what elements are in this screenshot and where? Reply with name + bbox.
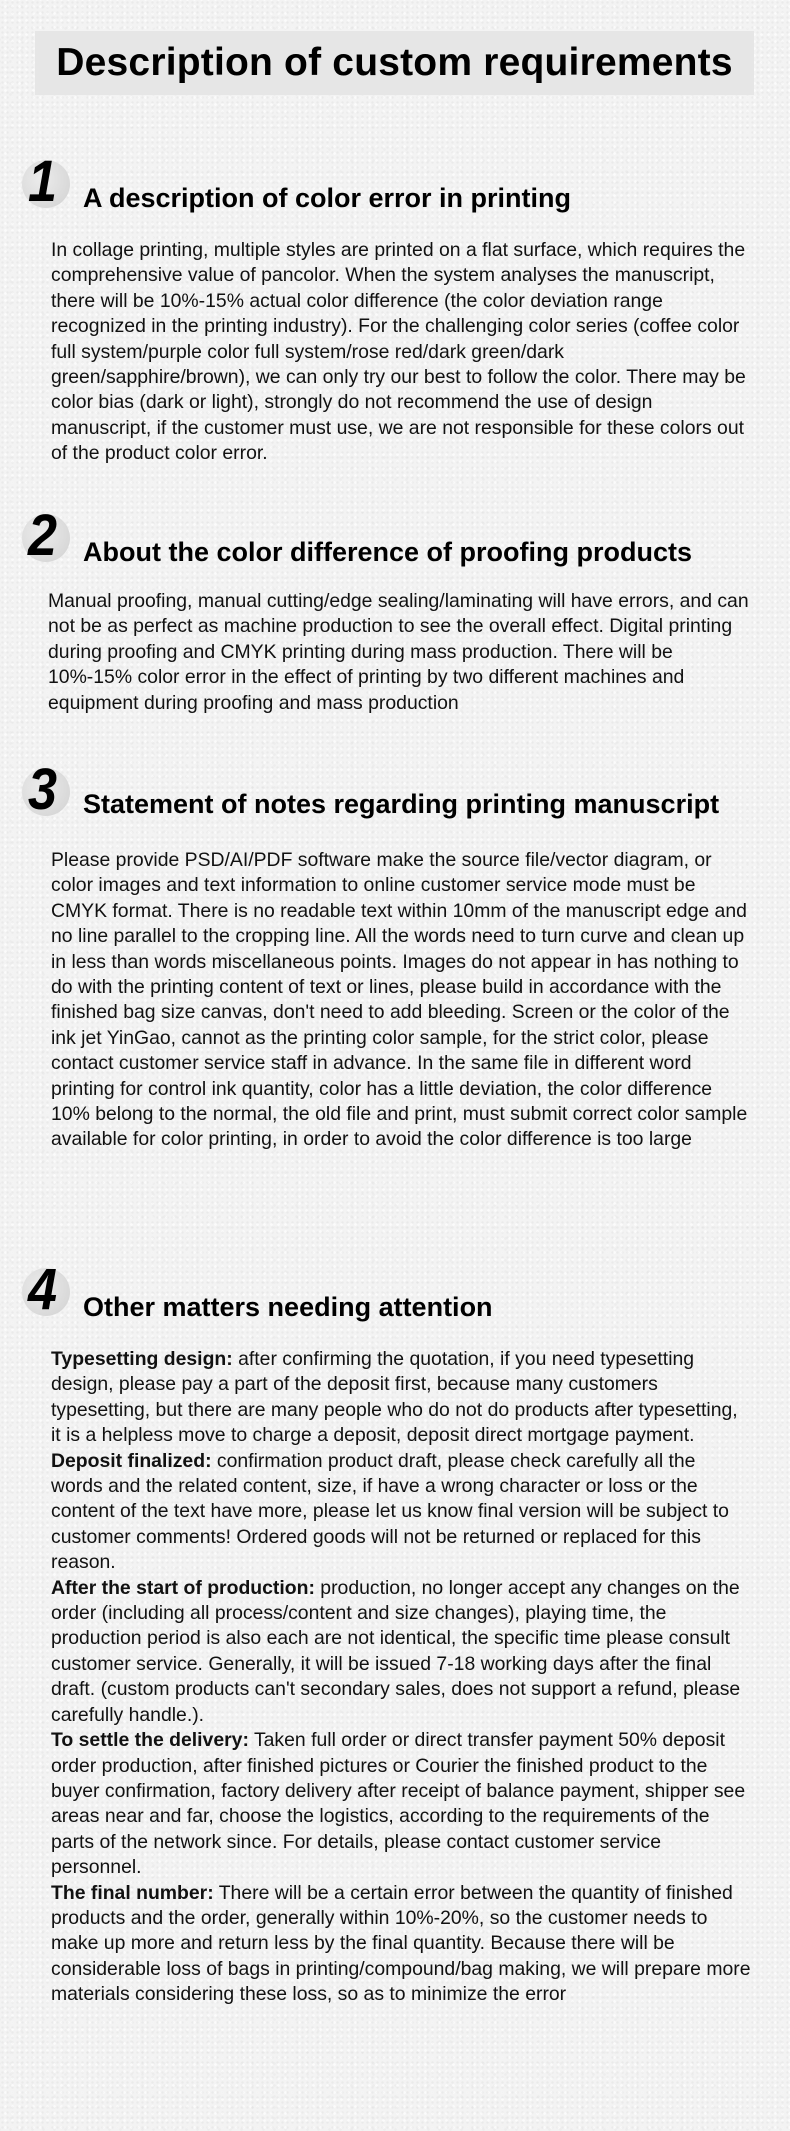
section-body-text: Please provide PSD/AI/PDF software make the source file/vector diagram, or color images and text information to online customer service mode must be CMYK format. There is no readable text within 10mm of the manuscript edge and no line parallel to the cropping line. All the words need to turn curve and clean up in less than words miscellaneous points. Images do not appear in has nothing to do with the printing content of text or lines, please build in accordance with the finished bag size canvas, don't need to add bleeding. Screen or the color of the ink jet YinGao, cannot as the printing color sample, for the strict color, please contact customer service staff in advance. In the same file in different word printing for control ink quantity, color has a little deviation, the color difference 10% belong to the normal, the old file and print, must submit correct color sample available for color printing, in order to avoid the color difference is too large	[51, 849, 748, 1151]
list-item	[51, 1881, 751, 2008]
section-number: 4	[28, 1257, 58, 1322]
item-label: Deposit finalized:	[51, 1449, 212, 1472]
section-heading: About the color difference of proofing products	[83, 537, 692, 567]
section-heading: A description of color error in printing	[83, 183, 572, 213]
item-text: confirmation product draft, please check carefully all the words and the related content, size, if have a wrong character or loss or the content of the text have more, please let us know final version will be subject to customer comments! Ordered goods will not be returned or replaced for this reason.	[51, 1449, 729, 1574]
list-item	[51, 1728, 751, 1880]
item-label: After the start of production:	[51, 1576, 315, 1599]
item-text: after confirming the quotation, if you need typesetting design, please pay a part of the deposit first, because many customers typesetting, but there are many people who do not do products after typesetting, it is a helpless move to charge a deposit, deposit direct mortgage payment.	[51, 1348, 738, 1447]
section-body-text: In collage printing, multiple styles are printed on a flat surface, which requires the comprehensive value of pancolor. When the system analyses the manuscript, there will be 10%-15% actual color difference (the color deviation range recognized in the printing industry). For the challenging color series (coffee color full system/purple color full system/rose red/dark green/dark green/sapphire/brown), we can only try our best to follow the color. There may be color bias (dark or light), strongly do not recommend the use of design manuscript, if the customer must use, we are not responsible for these colors out of the product color error.	[51, 239, 746, 465]
section-heading: Other matters needing attention	[83, 1292, 493, 1322]
section-number: 2	[28, 503, 58, 568]
item-label: To settle the delivery:	[51, 1729, 249, 1752]
item-label: The final number:	[51, 1881, 214, 1904]
section-heading: Statement of notes regarding printing manuscript	[83, 789, 720, 819]
page-title: Description of custom requirements	[56, 41, 733, 84]
section-body	[48, 589, 753, 716]
item-text: Taken full order or direct transfer payment 50% deposit order production, after finished pictures or Courier the finished product to the buyer confirmation, factory delivery after receipt of balance payment, shipper see areas near and far, choose the logistics, according to the requirements of the parts of the network since. For details, please contact customer service personnel.	[51, 1729, 746, 1879]
section-number: 1	[28, 149, 58, 214]
title-banner	[35, 31, 754, 95]
section-body	[51, 1347, 751, 2008]
section-body	[51, 238, 751, 467]
item-text: There will be a certain error between the quantity of finished products and the order, generally within 10%-20%, so the customer needs to make up more and return less by the final quantity. Because there will be considerable loss of bags in printing/compound/bag making, we will prepare more materials considering these loss, so as to minimize the error	[51, 1881, 751, 2006]
item-label: Typesetting design:	[51, 1348, 233, 1370]
section-number: 3	[28, 757, 58, 822]
section-body-text: Manual proofing, manual cutting/edge sealing/laminating will have errors, and can not be as perfect as machine production to see the overall effect. Digital printing during proofing and CMYK printing during mass production. There will be 10%-15% color error in the effect of printing by two different machines and equipment during proofing and mass production	[48, 590, 749, 714]
list-item	[51, 1449, 751, 1576]
section-body	[51, 848, 751, 1153]
list-item	[51, 1576, 751, 1728]
list-item	[51, 1347, 751, 1449]
item-text: production, no longer accept any changes on the order (including all process/content and size changes), playing time, the production period is also each are not identical, the specific time please consult customer service. Generally, it will be issued 7-18 working days after the final draft. (custom products can't secondary sales, does not support a refund, please carefully handle.).	[51, 1576, 741, 1726]
